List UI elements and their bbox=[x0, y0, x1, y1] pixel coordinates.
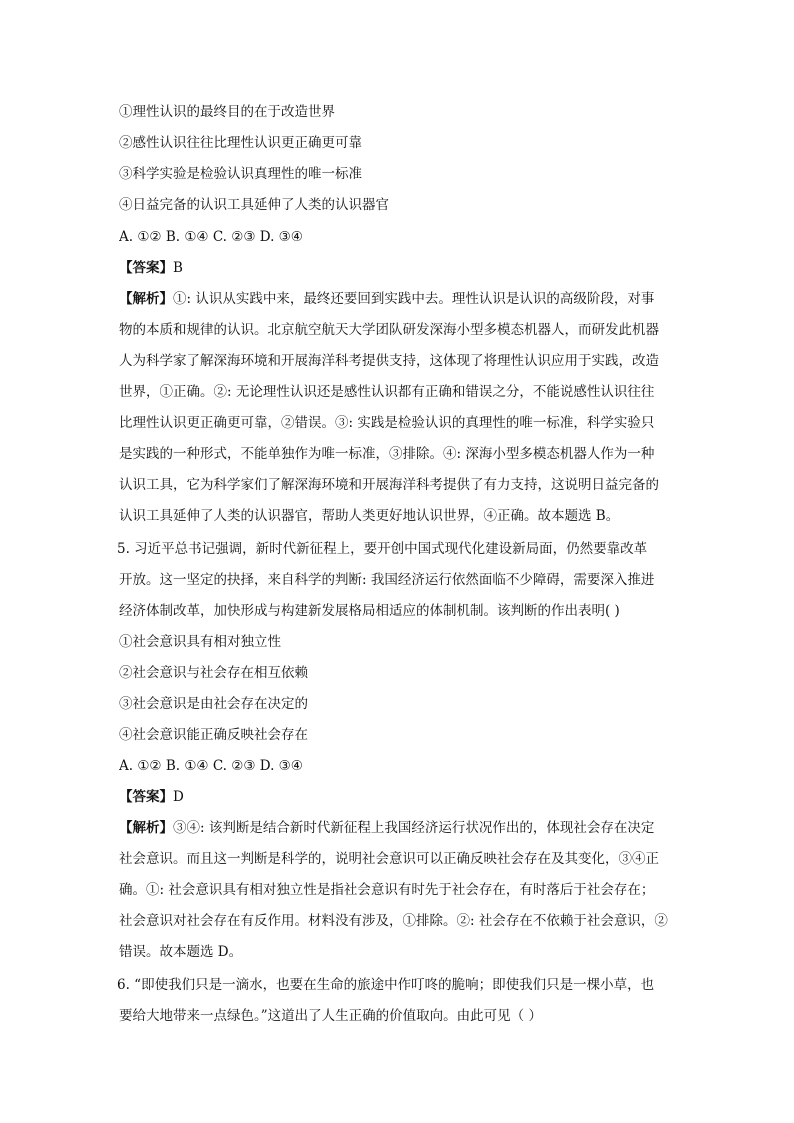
q5-option-3: ③社会意识是由社会存在决定的 bbox=[119, 696, 308, 712]
q4-choices: A. ①② B. ①④ C. ②③ D. ③④ bbox=[119, 229, 303, 245]
q4-analysis-line: 认识工具延伸了人类的认识器官，帮助人类更好地认识世界，④正确。故本题选 B。 bbox=[119, 508, 620, 524]
q4-analysis-line: 世界，①正确。②: 无论理性认识还是感性认识都有正确和错误之分，不能说感性认识往往 bbox=[119, 384, 655, 400]
q6-stem-line: 6. “即使我们只是一滴水，也要在生命的旅途中作叮咚的脆响；即使我们只是一棵小草，也 bbox=[117, 977, 655, 993]
q5-option-1: ①社会意识具有相对独立性 bbox=[119, 634, 281, 650]
q4-answer bbox=[119, 258, 679, 278]
q5-analysis-line: 社会意识对社会存在有反作用。材料没有涉及，①排除。②: 社会存在不依赖于社会意识，② bbox=[119, 913, 668, 929]
q5-stem-line: 开放。这一坚定的抉择，来自科学的判断: 我国经济运行依然面临不少障碍，需要深入推进 bbox=[119, 572, 655, 588]
q5-analysis-line bbox=[119, 818, 679, 838]
q5-option-2: ②社会意识与社会存在相互依赖 bbox=[119, 665, 308, 681]
q4-analysis-line: 比理性认识更正确更可靠，②错误。③: 实践是检验认识的真理性的唯一标准，科学实验只 bbox=[119, 415, 655, 431]
answer-label: 【答案】 bbox=[119, 789, 173, 805]
q5-analysis-line: 错误。故本题选 D。 bbox=[119, 944, 243, 960]
q4-analysis-line: 认识工具，它为科学家们了解深海环境和开展海洋科考提供了有力支持，这说明日益完备的 bbox=[119, 477, 659, 493]
analysis-text: ③④: 该判断是结合新时代新征程上我国经济运行状况作出的，体现社会存在决定 bbox=[173, 820, 655, 836]
analysis-label: 【解析】 bbox=[119, 291, 173, 307]
q4-analysis-line bbox=[119, 289, 679, 309]
q5-analysis-line: 确。①: 社会意识具有相对独立性是指社会意识有时先于社会存在，有时落后于社会存在； bbox=[119, 882, 655, 898]
q5-choices: A. ①② B. ①④ C. ②③ D. ③④ bbox=[119, 758, 303, 774]
answer-value: D bbox=[173, 789, 184, 805]
q5-option-4: ④社会意识能正确反映社会存在 bbox=[119, 727, 308, 743]
q6-stem-line: 要给大地带来一点绿色。”这道出了人生正确的价值取向。由此可见（ ） bbox=[119, 1008, 542, 1024]
answer-value: B bbox=[173, 260, 183, 276]
q4-analysis-line: 物的本质和规律的认识。北京航空航天大学团队研发深海小型多模态机器人，而研发此机器 bbox=[119, 322, 659, 338]
q4-analysis-line: 人为科学家了解深海环境和开展海洋科考提供支持，这体现了将理性认识应用于实践，改造 bbox=[119, 353, 659, 369]
q5-stem-line: 5. 习近平总书记强调，新时代新征程上，要开创中国式现代化建设新局面，仍然要靠改革 bbox=[117, 541, 648, 557]
analysis-label: 【解析】 bbox=[119, 820, 173, 836]
q5-answer bbox=[119, 787, 679, 807]
q5-stem-line: 经济体制改革，加快形成与构建新发展格局相适应的体制机制。该判断的作出表明( ) bbox=[119, 603, 620, 619]
q4-option-3: ③科学实验是检验认识真理性的唯一标准 bbox=[119, 166, 362, 182]
answer-label: 【答案】 bbox=[119, 260, 173, 276]
q4-analysis-line: 是实践的一种形式，不能单独作为唯一标准，③排除。④: 深海小型多模态机器人作为一种 bbox=[119, 446, 655, 462]
q4-option-1: ①理性认识的最终目的在于改造世界 bbox=[119, 104, 335, 120]
q4-option-4: ④日益完备的认识工具延伸了人类的认识器官 bbox=[119, 197, 389, 213]
analysis-text: ①: 认识从实践中来，最终还要回到实践中去。理性认识是认识的高级阶段，对事 bbox=[173, 291, 655, 307]
q5-analysis-line: 社会意识。而且这一判断是科学的，说明社会意识可以正确反映社会存在及其变化，③④正 bbox=[119, 851, 659, 867]
q4-option-2: ②感性认识往往比理性认识更正确更可靠 bbox=[119, 135, 362, 151]
